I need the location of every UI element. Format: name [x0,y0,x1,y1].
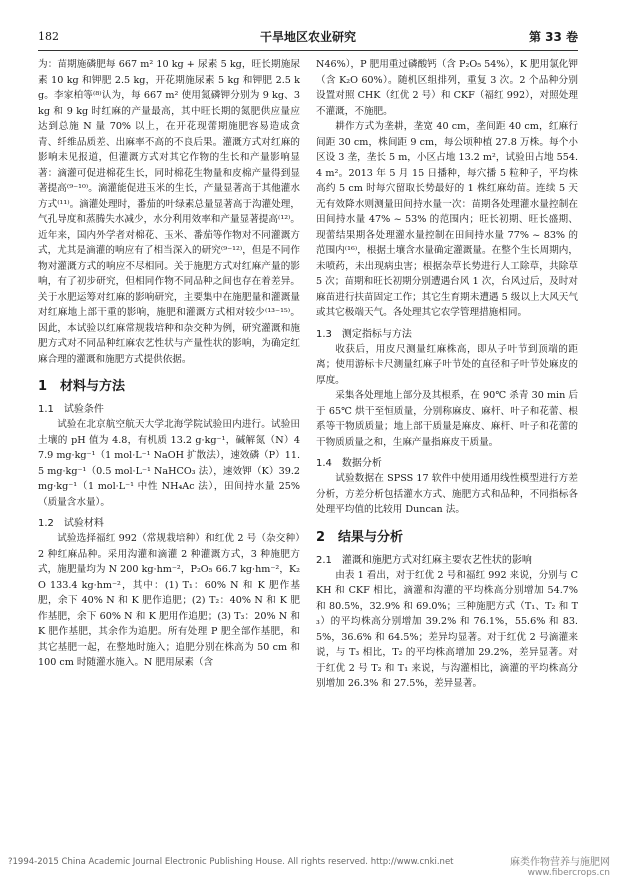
watermark-url: www.fibercrops.cn [527,868,610,878]
right-column [316,57,578,692]
section-heading: 2 结果与分析 [316,529,404,545]
subsection-heading: 1.1 试验条件 [38,404,104,415]
paragraph: 收获后，用皮尺测量红麻株高，即从子叶节到顶端的距离；使用游标卡尺测量红麻子叶节处的直径和子叶节处麻皮的厚度。 [316,343,578,386]
paragraph: 由表 1 看出，对于红优 2 号和福红 992 来说，分别与 CKH 和 CKF 相比，滴灌和沟灌的平均株高分别增加 54.7% 和 80.5%，32.9% 和 69.0%；三种施肥方式（T₁、T₂ 和 T₃）的平均株高分别增加 39.2% 和 76.1%，55.6% 和 83.5%，36.6% 和 64.5%；差异均显著。对于红优 2 号滴灌来说，与 T₃ 相比，T₂ 的平均株高增加 29.2%，差异显著。对于红优 2 号 T₂ 和 T₁ 来说，与沟灌相比，滴灌的平均株高分别增加 26.3% 和 27.5%，差异显著。 [316,569,578,689]
paragraph: 为：苗期施磷肥每 667 m² 10 kg + 尿素 5 kg，旺长期施尿素 10 kg 和钾肥 2.5 kg，开花期施尿素 5 kg 和钾肥 2.5 kg。李家柏等⁽⁸⁾认为，每 667 m² 使用氮磷钾分别为 9 kg、3 kg 和 9 kg 时红麻的产量最高，其中旺长期的氮肥供应量应达到总施 N 量 70% 以上，在开花现蕾期施肥容易造成贪青、纤维品质差、出麻率不高的不良后果。灌溉方式对红麻的影响未见报道，但灌溉方式对其它作物的生长和产量影响显著：滴灌可促进棉花生长，同时棉花生物量和皮棉产量得到显著提高⁽⁹⁻¹⁰⁾。滴灌能促进玉米的生长，产量显著高于其他灌水方式⁽¹¹⁾。滴灌处理时，番茄的叶绿素总量显著高于沟灌处理，气孔导度和蒸腾失水减少，水分利用效率和产量显著提高⁽¹²⁾。近年来，国内外学者对棉花、玉米、番茄等作物对不同灌溉方式，尤其是滴灌的响应有了相当深入的研究⁽⁹⁻¹²⁾，但是不同作物对灌溉方式的响应不尽相同。关于施肥方式对红麻产量的影响，有了初步研究，但相同作物不同品种之间也存在着差异。关于水肥运筹对红麻的影响研究，主要集中在施肥量和灌溉量对红麻地上部干重的影响，施肥和灌溉方式相对较少⁽¹³⁻¹⁵⁾。因此，本试验以红麻常规栽培种和杂交种为例，研究灌溉和施肥方式对不同品种红麻农艺性状与产量性状的影响，为确定红麻合理的灌溉和施肥方式提供依据。 [38,59,300,365]
paragraph: 试验选择福红 992（常规栽培种）和红优 2 号（杂交种）2 种红麻品种。采用沟灌和滴灌 2 种灌溉方式，3 种施肥方式，施肥量均为 N 200 kg·hm⁻²，P₂O₅ 66.7 kg·hm⁻²，K₂O 133.4 kg·hm⁻²，其中：(1) T₁：60% N 和 K 肥作基肥，余下 40% N 和 K 肥作追肥；(2) T₂：40% N 和 K 肥作基肥，余下 60% N 和 K 肥用作追肥；(3) T₃：20% N 和 K 肥作基肥，其余作为追肥。所有处理 P 肥全部作基肥，和其它基肥一起，在整地时施入；追肥分别在株高为 50 cm 和 100 cm 时随灌水施入。N 肥用尿素（含 [38,533,300,668]
watermark [510,853,610,878]
header-rule [38,50,578,51]
section-heading: 1 材料与方法 [38,379,126,394]
page-number: 182 [38,30,59,43]
left-column [38,57,300,671]
subsection-heading: 2.1 灌溉和施肥方式对红麻主要农艺性状的影响 [316,554,532,566]
subsection-heading: 1.4 数据分析 [316,458,382,469]
paragraph: 试验数据在 SPSS 17 软件中使用通用线性模型进行方差分析，方差分析包括灌水方式、施肥方式和品种，不同指标各处理平均值的比较用 Duncan 法。 [316,473,578,515]
volume-label: 第 33 卷 [528,30,578,44]
page-header [38,28,578,48]
journal-title: 干旱地区农业研究 [259,30,356,44]
paragraph: N46%），P 肥用重过磷酸钙（含 P₂O₅ 54%），K 肥用氯化钾（含 K₂O 60%）。随机区组排列，重复 3 次。2 个品种分别设置对照 CHK（红优 2 号）和 CKF（福红 992），对照处理不灌溉，不施肥。 [316,59,578,117]
paragraph: 耕作方式为垄耕，垄宽 40 cm，垄间距 40 cm，红麻行间距 30 cm，株间距 9 cm，每公顷种植 27.8 万株。每个小区设 3 垄，垄长 5 m，小区占地 13.2 m²，试验田占地 554.4 m²。2013 年 5 月 15 日播种，每穴播 5 粒种子，平均株高约 5 cm 时每穴留取长势最好的 1 株红麻幼苗。连续 5 天无有效降水则测量田间持水量一次：苗期各处理灌水量控制在田间持水量 47% ~ 53% 的范围内；旺长初期、旺长盛期、现蕾结果期各处理灌水量控制在田间持水量 77% ~ 83% 的范围内⁽¹⁶⁾，根据土壤含水量确定灌溉量。在整个生长周期内，未喷药，未出现病虫害；根据杂草长势进行人工除草，共除草 5 次；苗期和旺长初期分别遭遇台风 1 次，台风过后，及时对麻苗进行扶苗固定工作；其它生育期未遭遇 5 级以上大风天气或其它极端天气。各处理其它农学管理措施相同。 [316,121,578,318]
paragraph: 采集各处理地上部分及其根系，在 90℃ 杀青 30 min 后于 65℃ 烘干至恒质量，分别称麻皮、麻杆、叶子和花蕾、根系等干物质质量；地上部干质量是麻皮、麻杆、叶子和花蕾的干物质质量之和，生麻产量指麻皮干质量。 [316,390,578,448]
subsection-heading: 1.3 测定指标与方法 [316,328,412,340]
watermark-text: 麻类作物营养与施肥网 [510,857,610,868]
subsection-heading: 1.2 试验材料 [38,518,104,529]
copyright-notice: ?1994-2015 China Academic Journal Electronic Publishing House. All rights reserved. http://www.cnki.net [8,857,454,867]
paragraph: 试验在北京航空航天大学北海学院试验田内进行。试验田土壤的 pH 值为 4.8，有机质 13.2 g·kg⁻¹，碱解氮（N）47.9 mg·kg⁻¹（1 mol·L⁻¹ NaOH 扩散法），速效磷（P）11.5 mg·kg⁻¹（0.5 mol·L⁻¹ NaHCO₃ 法），速效钾（K）39.2 mg·kg⁻¹（1 mol·L⁻¹ 中性 NH₄Ac 法），田间持水量 25%（质量含水量）。 [38,419,300,508]
